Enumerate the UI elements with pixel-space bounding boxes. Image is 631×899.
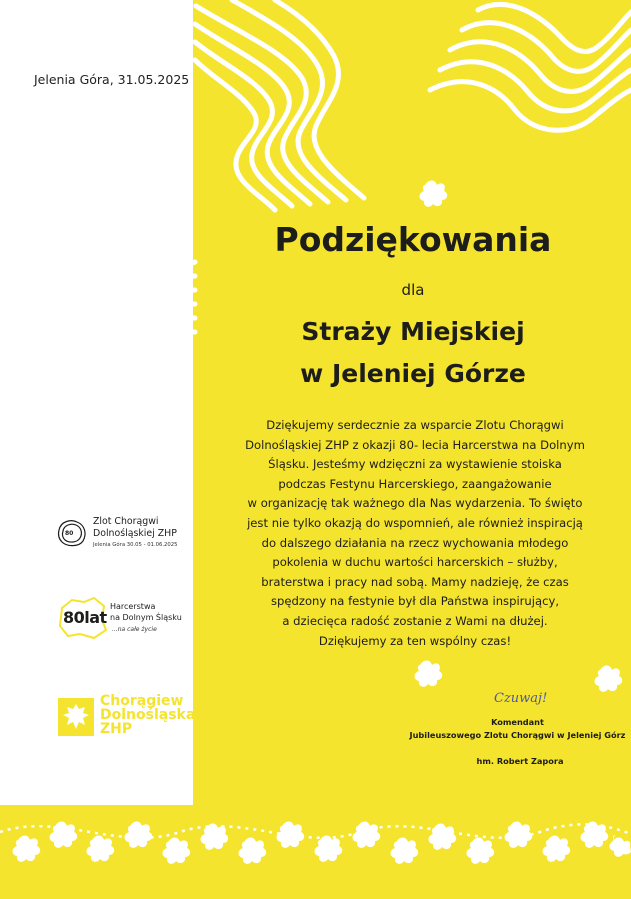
zlot-logo-line2: Dolnośląskiej ZHP <box>93 528 177 539</box>
body-line: Dolnośląskiej ZHP z okazji 80- lecia Harcerstwa na Dolnym <box>245 437 585 452</box>
body-line: Śląsku. Jesteśmy wdzięczni za wystawienie stoiska <box>268 457 562 472</box>
zlot-contour-icon <box>55 516 89 550</box>
eighty-years-line2: na Dolnym Śląsku <box>110 613 182 622</box>
choragiew-line1: Chorągiew <box>100 693 184 709</box>
recipient-line-2: w Jeleniej Górze <box>300 359 526 388</box>
eagle-crest-icon <box>58 698 94 736</box>
svg-text:80: 80 <box>65 530 74 537</box>
handwritten-signature <box>490 682 560 712</box>
date-place: Jelenia Góra, 31.05.2025 <box>34 72 190 87</box>
body-line: pokolenia w duchu wartości harcerskich – służby, <box>272 555 558 570</box>
eighty-years-tagline: ...na całe życie <box>112 626 157 633</box>
dla-label: dla <box>401 281 425 299</box>
zlot-logo-dates: Jelenia Góra 30.05 - 01.06.2025 <box>93 542 178 548</box>
eighty-years-logo <box>58 596 198 642</box>
body-line: jest nie tylko okazją do wspomnień, ale również inspiracją <box>247 515 583 530</box>
eighty-years-line1: Harcerstwa <box>110 602 156 611</box>
recipient-line-1: Straży Miejskiej <box>301 317 525 346</box>
body-line: do dalszego działania na rzecz wychowania młodego <box>261 535 569 550</box>
choragiew-line3: ZHP <box>100 721 133 737</box>
zlot-logo <box>55 514 195 554</box>
choragiew-logo <box>58 690 198 746</box>
choragiew-line2: Dolnośląska <box>100 707 196 723</box>
body-line: Dziękujemy za ten wspólny czas! <box>318 633 512 648</box>
eighty-years-number: 80lat <box>63 608 107 627</box>
recipient-name <box>195 311 631 395</box>
body-line: spędzony na festynie był dla Państwa inspirujący, <box>270 594 560 609</box>
body-line: podczas Festynu Harcerskiego, zaangażowanie <box>278 476 552 491</box>
signer-role <box>395 716 631 741</box>
body-paragraph <box>208 416 622 651</box>
body-line: a dziecięca radość zostanie z Wami na dłużej. <box>282 613 548 628</box>
certificate-title: Podziękowania <box>274 220 552 259</box>
body-line: w organizację tak ważnego dla Nas wydarzenia. To święto <box>247 496 583 511</box>
signer-role-line1: Komendant <box>491 717 544 727</box>
body-line: Dziękujemy serdecznie za wsparcie Zlotu Chorągwi <box>266 418 564 432</box>
signer-name: hm. Robert Zapora <box>476 756 564 766</box>
body-line: braterstwa i pracy nad sobą. Mamy nadzieję, że czas <box>261 574 569 589</box>
zlot-logo-line1: Zlot Chorągwi <box>93 516 159 527</box>
signer-role-line2: Jubileuszowego Zlotu Chorągwi w Jeleniej Górz <box>409 729 626 740</box>
signature-text: Czuwaj! <box>494 691 548 706</box>
